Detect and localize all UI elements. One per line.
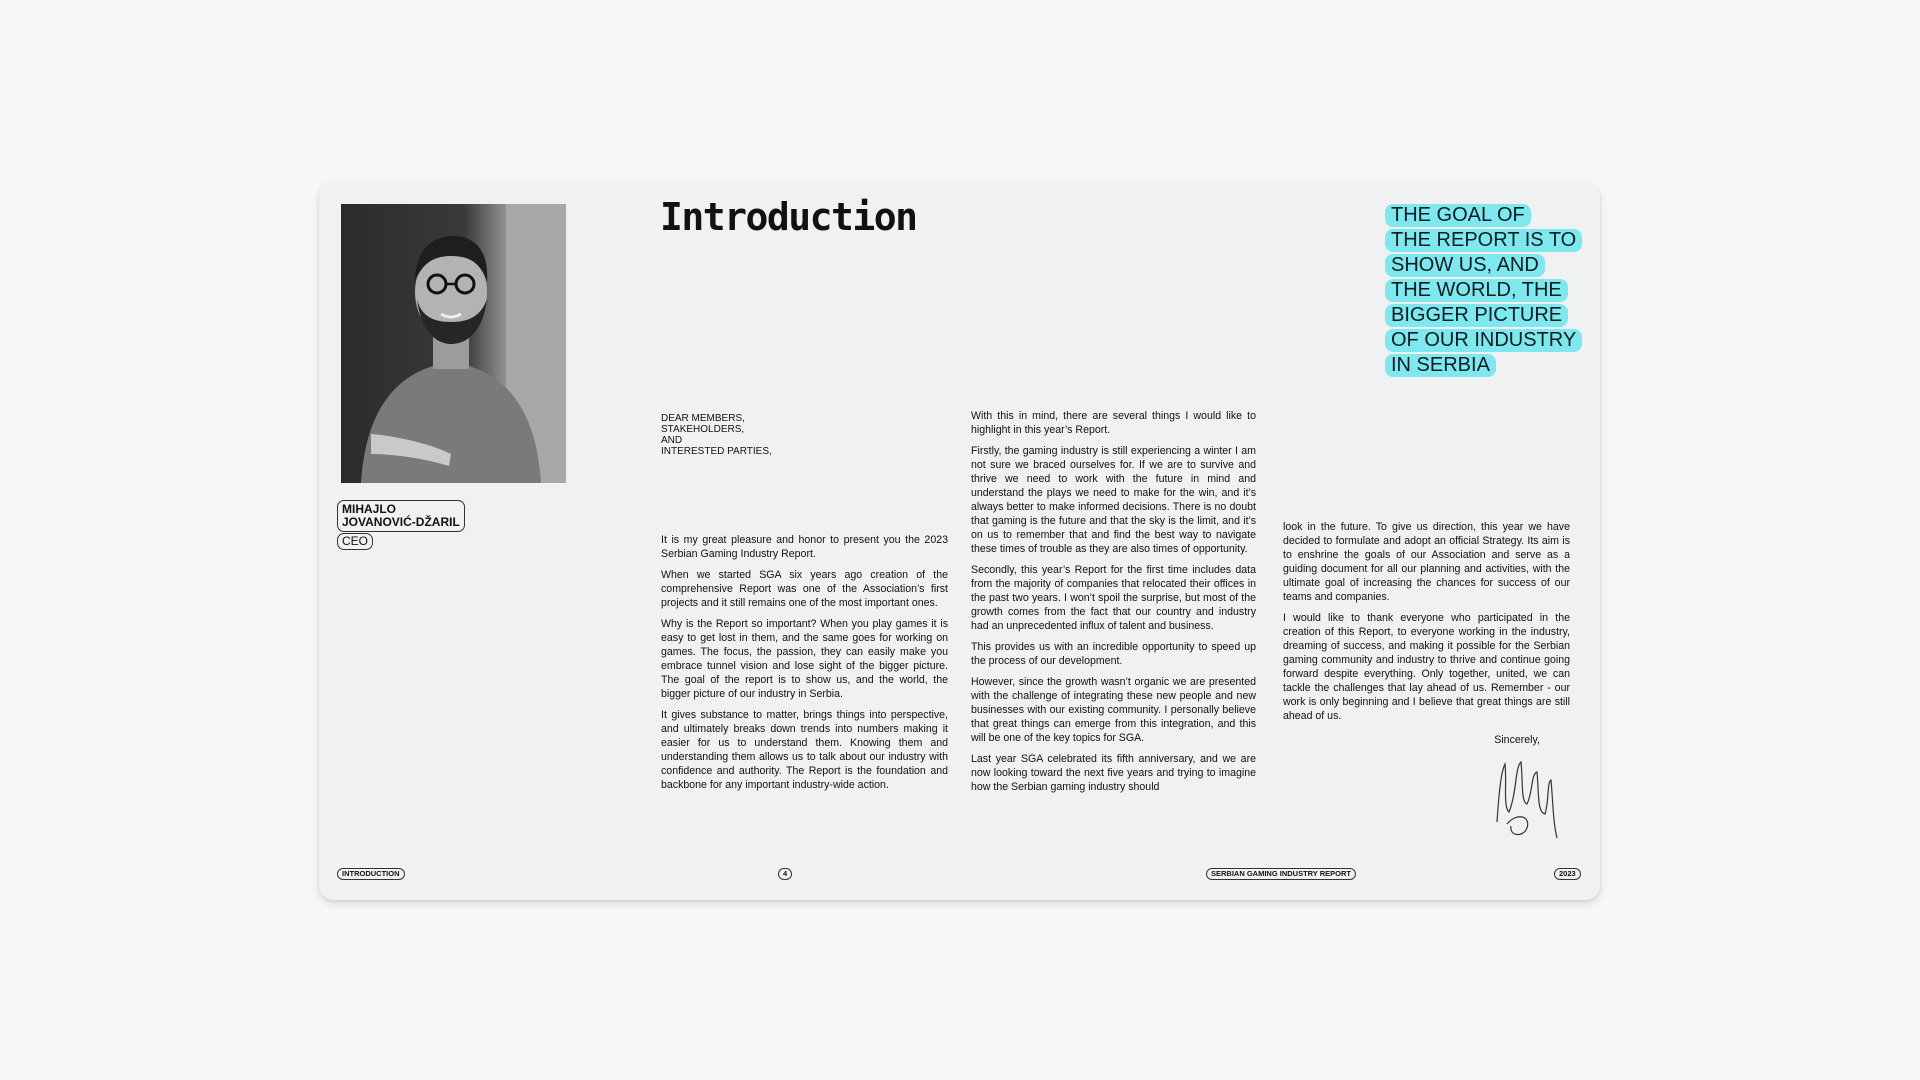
paragraph: Secondly, this year’s Report for the first time includes data from the majority of companies that relocated their offices in the past two years. I won’t spoil the surprise, but most of the growth comes from the fact that our country and industry had an unprecedented influx of talent and business. — [971, 564, 1256, 632]
paragraph: I would like to thank everyone who participated in the creation of this Report, to everyone working in the industry, dreaming of success, and making it possible for the Serbian gaming community and industry to thrive and continue going forward despite everything. Only together, united, we can tackle the challenges that lay ahead of us. Remember - our work is only beginning and I believe that great things are still ahead of us. — [1283, 612, 1570, 722]
paragraph: Firstly, the gaming industry is still experiencing a winter I am not sure we braced ourselves for. If we are to survive and thrive we need to work with the future in mind and understand the plays we need to make for the win, and it’s always better to make informed decisions. There is no doubt that gaming is the future and that the sky is the limit, and it’s on us to remember that and find the best way to navigate these times of trouble as they are also times of opportunity. — [971, 445, 1256, 555]
paragraph: This provides us with an incredible opportunity to speed up the process of our development. — [971, 641, 1256, 667]
quote-line: THE REPORT IS TO — [1385, 229, 1582, 252]
page-title: Introduction — [660, 195, 917, 239]
salutation-line: STAKEHOLDERS, — [661, 424, 745, 435]
person-last-name: JOVANOVIĆ-DŽARIL — [342, 515, 460, 529]
paragraph: With this in mind, there are several things I would like to highlight in this year’s Report. — [971, 410, 1256, 436]
person-caption — [337, 500, 465, 550]
salutation-line: INTERESTED PARTIES, — [661, 446, 772, 457]
ceo-portrait-photo — [341, 204, 566, 483]
report-page — [319, 182, 1600, 900]
paragraph: look in the future. To give us direction, this year we have decided to formulate and adopt an official Strategy. Its aim is to enshrine the goals of our Association and serve as a guiding document for all our planning and activities, with the ultimate goal of increasing the chances for success of our teams and companies. — [1283, 521, 1570, 603]
letter-salutation — [661, 413, 772, 457]
quote-line: OF OUR INDUSTRY — [1385, 329, 1582, 352]
paragraph: It gives substance to matter, brings things into perspective, and ultimately breaks down trends into numbers making it easier for us to understand them. Knowing them and understanding them allows us to talk about our industry with confidence and authority. The Report is the foundation and backbone for any important industry-wide action. — [661, 709, 948, 791]
footer-page-number: 4 — [778, 868, 792, 880]
quote-line: THE WORLD, THE — [1385, 279, 1568, 302]
footer-section-label: INTRODUCTION — [337, 868, 405, 880]
person-name — [337, 500, 465, 532]
portrait-image — [341, 204, 566, 483]
footer-year: 2023 — [1554, 868, 1581, 880]
text-column-3 — [1283, 520, 1570, 754]
paragraph: Why is the Report so important? When you play games it is easy to get lost in them, and the same goes for working on games. The focus, the passion, they can easily make you embrace tunnel vision and lose sight of the bigger picture. The goal of the report is to show us, and the world, the bigger picture of our industry in Serbia. — [661, 618, 948, 700]
paragraph: It is my great pleasure and honor to present you the 2023 Serbian Gaming Industry Report. — [661, 534, 948, 560]
quote-line: THE GOAL OF — [1385, 204, 1531, 227]
text-column-2 — [971, 409, 1256, 801]
highlighted-quote — [1385, 204, 1595, 379]
quote-line: IN SERBIA — [1385, 354, 1496, 377]
signature-image — [1487, 752, 1567, 842]
text-column-1 — [661, 533, 948, 799]
paragraph: However, since the growth wasn’t organic we are presented with the challenge of integrating these new people and new businesses with our existing community. I personally believe that great things can emerge from this integration, and this will be one of the key topics for SGA. — [971, 676, 1256, 744]
closing-text: Sincerely, — [1494, 734, 1540, 746]
footer-report-name: SERBIAN GAMING INDUSTRY REPORT — [1206, 868, 1356, 880]
quote-line: SHOW US, AND — [1385, 254, 1545, 277]
paragraph: Last year SGA celebrated its fifth anniversary, and we are now looking toward the next five years and trying to imagine how the Serbian gaming industry should — [971, 753, 1256, 793]
person-role: CEO — [337, 533, 373, 550]
person-first-name: MIHAJLO — [342, 502, 396, 516]
paragraph: When we started SGA six years ago creation of the comprehensive Report was one of the Association’s first projects and it still remains one of the most important ones. — [661, 569, 948, 609]
salutation-line: AND — [661, 435, 683, 446]
quote-line: BIGGER PICTURE — [1385, 304, 1568, 327]
salutation-line: DEAR MEMBERS, — [661, 413, 745, 424]
